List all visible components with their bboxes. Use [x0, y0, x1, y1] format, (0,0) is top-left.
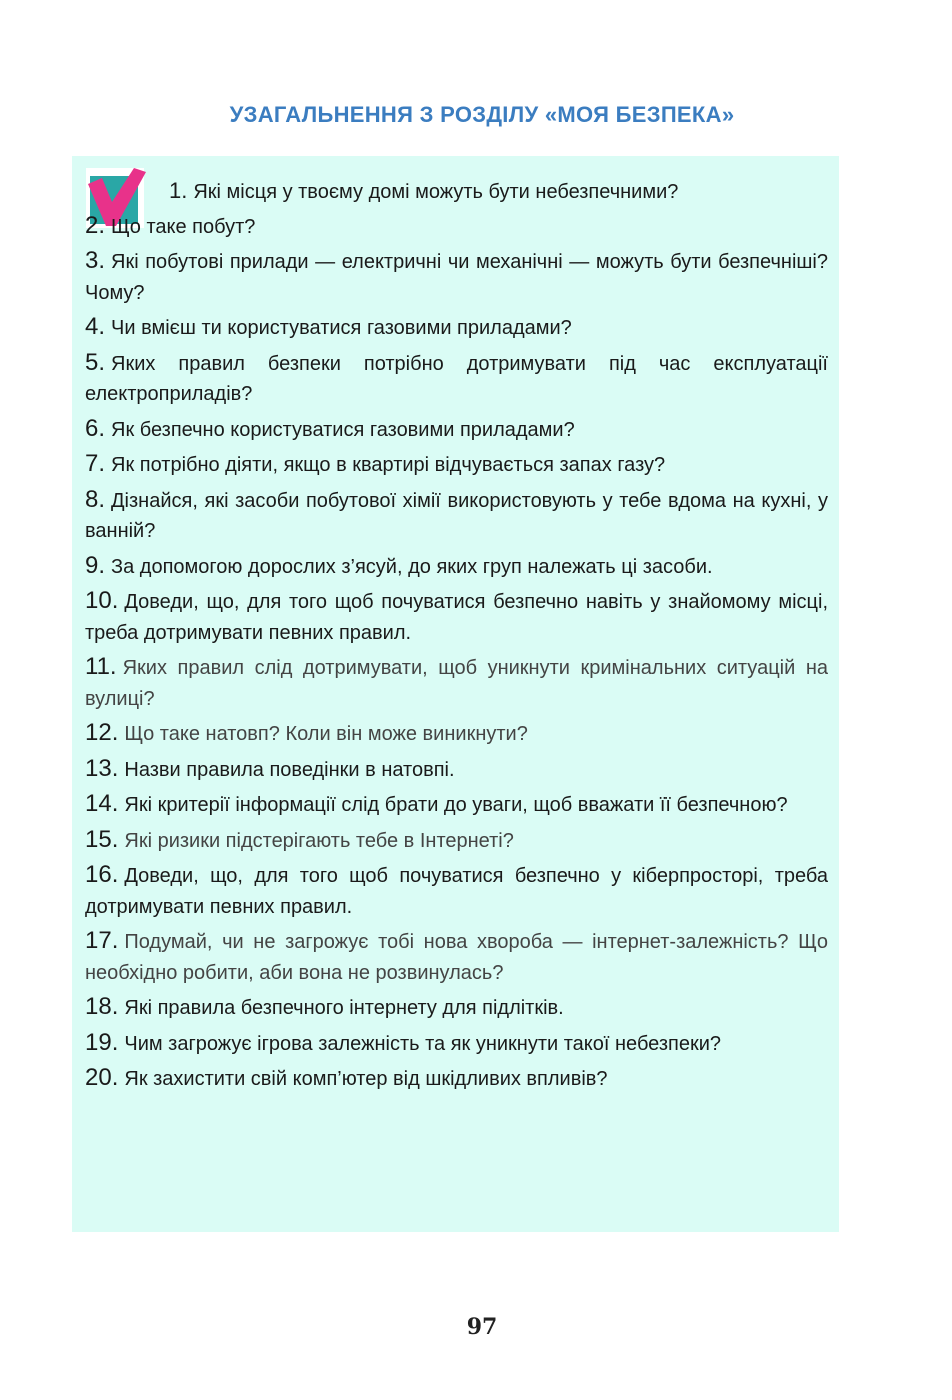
question-item: 1. Які місця у твоєму домі можуть бути небезпечними?: [169, 178, 679, 203]
question-item: 10. Доведи, що, для того щоб почуватися безпечно навіть у знайомому місці, треба дотримувати певних правил.: [85, 587, 828, 644]
question-item: 9. За допомогою дорослих з’ясуй, до яких груп належать ці засоби.: [85, 551, 713, 579]
question-item: 20. Як захистити свій комп’ютер від шкідливих впливів?: [85, 1064, 608, 1091]
question-item: 2. Що таке побут?: [85, 211, 256, 239]
questions-list: [85, 176, 828, 1099]
section-title: УЗАГАЛЬНЕННЯ З РОЗДІЛУ «МОЯ БЕЗПЕКА»: [229, 102, 735, 127]
question-item: 5. Яких правил безпеки потрібно дотримувати під час експлуатації електроприладів?: [85, 348, 828, 405]
question-item: 15. Які ризики підстерігають тебе в Інтернеті?: [85, 825, 514, 853]
question-item: 3. Які побутові прилади — електричні чи механічні — можуть бути безпечніші? Чому?: [85, 247, 828, 304]
page-number: 97: [466, 1314, 498, 1340]
question-item: 18. Які правила безпечного інтернету для підлітків.: [85, 993, 564, 1020]
question-item: 13. Назви правила поведінки в натовпі.: [85, 754, 455, 782]
questions-panel: [72, 156, 839, 1232]
question-item: 17. Подумай, чи не загрожує тобі нова хвороба — інтернет-залежність? Що необхідно робити, аби вона не розвинулась?: [85, 927, 828, 984]
question-item: 8. Дізнайся, які засоби побутової хімії використовують у тебе вдома на кухні, у ванній?: [85, 485, 828, 542]
question-item: 7. Як потрібно діяти, якщо в квартирі відчувається запах газу?: [85, 450, 666, 477]
question-item: 12. Що таке натовп? Коли він може виникнути?: [85, 719, 528, 746]
question-item: 16. Доведи, що, для того щоб почуватися безпечно у кіберпросторі, треба дотримувати певних правил.: [85, 861, 828, 918]
question-item: 4. Чи вмієш ти користуватися газовими приладами?: [85, 313, 572, 340]
question-item: 6. Як безпечно користуватися газовими приладами?: [85, 414, 575, 442]
question-item: 19. Чим загрожує ігрова залежність та як уникнути такої небезпеки?: [85, 1028, 722, 1056]
question-item: 11. Яких правил слід дотримувати, щоб уникнути кримінальних ситуацій на вулиці?: [85, 653, 828, 710]
question-item: 14. Які критерії інформації слід брати до уваги, щоб вважати її безпечною?: [85, 790, 788, 817]
